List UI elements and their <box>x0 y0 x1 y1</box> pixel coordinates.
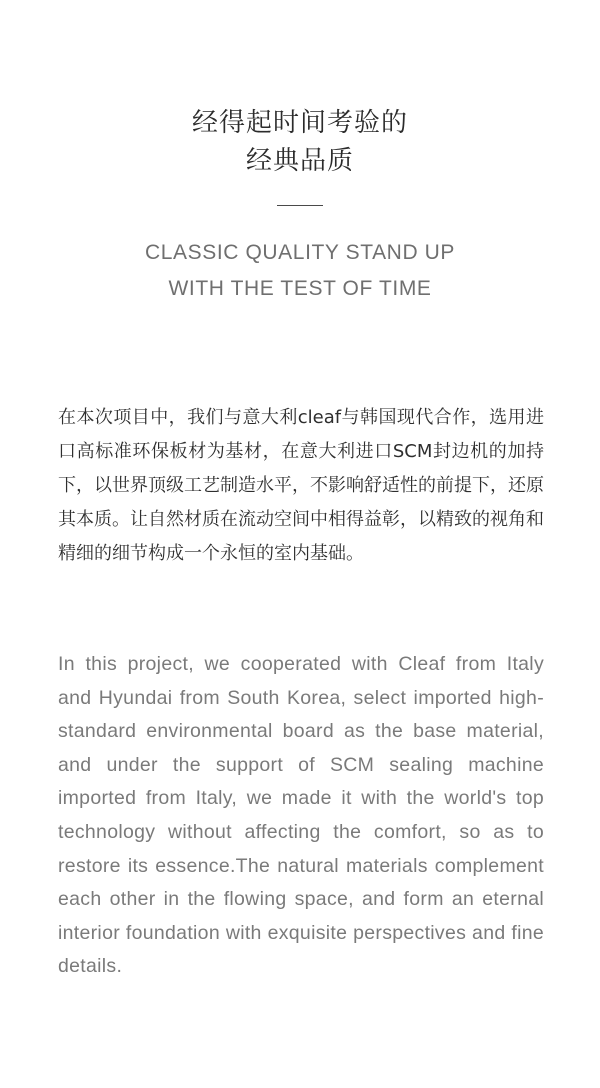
chinese-body-paragraph: 在本次项目中，我们与意大利cleaf与韩国现代合作，选用进口高标准环保板材为基材，在意大利进口SCM封边机的加持下，以世界顶级工艺制造水平，不影响舒适性的前提下，还原其本质。让自然材质在流动空间中相得益彰，以精致的视角和精细的细节构成一个永恒的室内基础。 <box>58 407 544 564</box>
chinese-heading <box>0 104 600 180</box>
chinese-heading-line-2: 经典品质 <box>245 146 354 176</box>
english-heading-line-2: WITH THE TEST OF TIME <box>168 277 432 300</box>
english-body-paragraph: In this project, we cooperated with Cleaf from Italy and Hyundai from South Korea, select imported high-standard environmental board as the base material, and under the support of SCM sealing machine imported from Italy, we made it with the world's top technology without affecting the comfort, so as to restore its essence.The natural materials complement each other in the flowing space, and form an eternal interior foundation with exquisite perspectives and fine details. <box>58 653 544 978</box>
chinese-heading-line-1: 经得起时间考验的 <box>191 108 408 138</box>
heading-divider <box>277 205 323 206</box>
english-heading <box>0 235 600 307</box>
english-heading-line-1: CLASSIC QUALITY STAND UP <box>144 241 456 264</box>
